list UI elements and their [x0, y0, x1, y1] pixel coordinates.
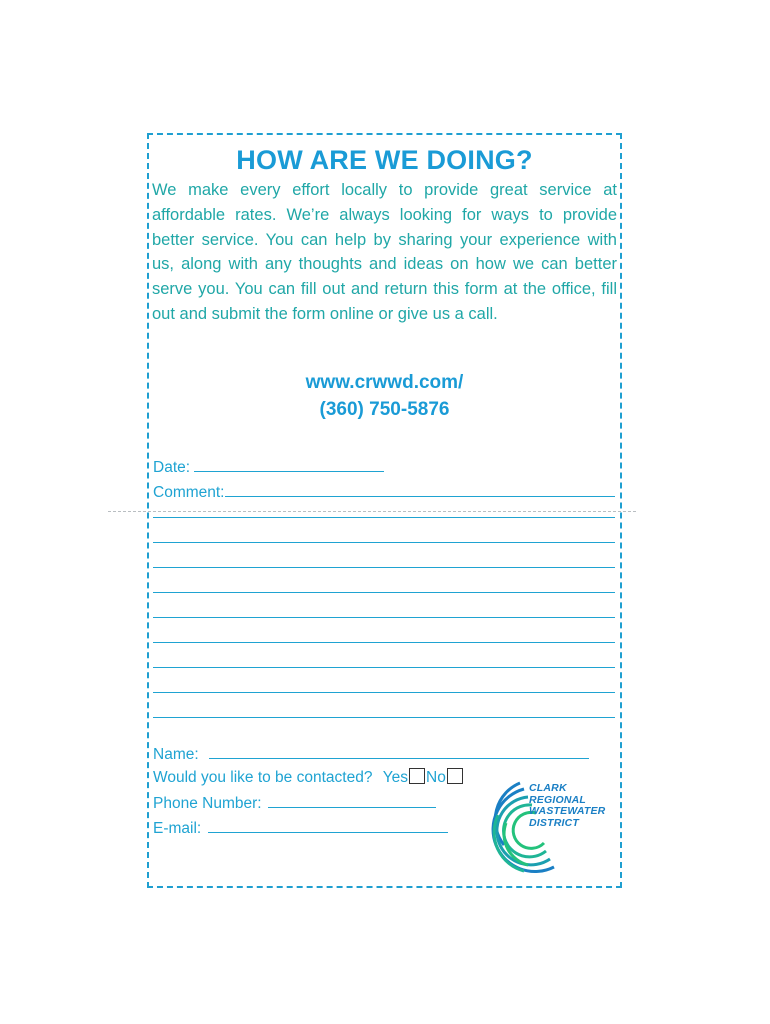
contact-question-field — [153, 768, 464, 787]
yes-checkbox[interactable] — [409, 768, 425, 784]
comment-first-line[interactable] — [225, 482, 615, 497]
website-link[interactable]: www.crwwd.com/ — [305, 372, 464, 393]
comment-line[interactable] — [153, 642, 615, 643]
intro-paragraph: We make every effort locally to provide great service at affordable rates. We’re always looking for ways to provide better service. You can help by sharing your experience with us, along with any thoughts and ideas on how we can better serve you. You can fill out and return this form at the office, fill out and submit the form online or give us a call. — [152, 181, 617, 323]
comment-line[interactable] — [153, 567, 615, 568]
name-label: Name: — [153, 746, 199, 763]
date-label: Date: — [153, 459, 191, 476]
comment-line[interactable] — [153, 667, 615, 668]
logo-line: WASTEWATER — [529, 805, 606, 817]
fold-line — [108, 511, 636, 512]
no-label: No — [426, 769, 446, 786]
contact-question-label: Would you like to be contacted? — [153, 769, 373, 786]
comment-line[interactable] — [153, 542, 615, 543]
name-line[interactable] — [209, 744, 589, 759]
comment-line[interactable] — [153, 617, 615, 618]
date-field — [153, 457, 384, 477]
name-field — [153, 744, 589, 764]
logo-line: DISTRICT — [529, 816, 580, 829]
comment-line[interactable] — [153, 592, 615, 593]
logo-text — [529, 783, 605, 829]
page-title: HOW ARE WE DOING? — [236, 145, 533, 175]
phone-number: (360) 750-5876 — [319, 399, 450, 420]
comment-line[interactable] — [153, 692, 615, 693]
comment-line[interactable] — [153, 717, 615, 718]
phone-label: Phone Number: — [153, 795, 262, 812]
no-checkbox[interactable] — [447, 768, 463, 784]
comment-field — [153, 482, 615, 502]
date-line[interactable] — [194, 457, 384, 472]
logo-line: CLARK — [529, 782, 567, 794]
phone-line[interactable] — [268, 793, 436, 808]
logo-line: REGIONAL — [529, 793, 587, 806]
email-line[interactable] — [208, 818, 448, 833]
contact-info — [149, 369, 620, 423]
email-label: E-mail: — [153, 820, 202, 837]
comment-label: Comment: — [153, 484, 225, 501]
yes-label: Yes — [382, 769, 409, 786]
phone-field — [153, 793, 436, 813]
email-field — [153, 818, 448, 838]
comment-line[interactable] — [153, 517, 615, 518]
